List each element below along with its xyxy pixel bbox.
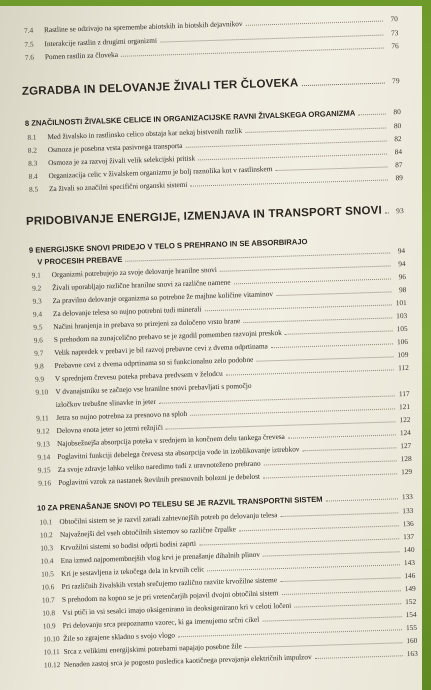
entry-number: 7.4: [23, 25, 34, 35]
chapter-page: 94: [397, 245, 406, 256]
entry-title: Pomen rastlin za človeka: [44, 49, 119, 62]
entry-page: 112: [397, 362, 409, 373]
entry-title: Poglavitni funkciji debelega črevesa sta absorpcija vode in izoblikovanje iztrebkov: [57, 444, 300, 462]
entry-number: 9.12: [36, 426, 50, 436]
section-title: PRIDOBIVANJE ENERGIJE, IZMENJAVA IN TRANSPORT SNOVI: [25, 204, 383, 228]
dot-leader: [245, 641, 403, 648]
entry-page: 149: [404, 583, 416, 594]
entry-number: 10.7: [41, 595, 55, 605]
entry-page: 163: [406, 648, 418, 659]
entry-title: Za delovanje telesa so nujno potrebni tudi minerali: [52, 304, 202, 319]
entry-title: izločkov trebušne slinavke in jeter: [55, 396, 156, 410]
entry-page: 154: [405, 609, 417, 620]
dot-leader: [315, 654, 403, 659]
entry-title: Prebavne cevi z dvema odprtinama so si funkcionalno zelo podobne: [54, 354, 254, 371]
entry-title: V dvanajstniku se začnejo vse hranilne snovi prebavljati s pomočjo: [55, 380, 252, 397]
entry-title: Obtočilni sistem se je razvil zaradi zahtevnejših potreb po delovanju telesa: [59, 510, 278, 526]
entry-page: 152: [405, 596, 417, 607]
dot-leader: [294, 602, 401, 607]
entry-number: 10.4: [40, 556, 54, 566]
dot-leader: [358, 113, 386, 116]
entry-title: Pri različnih živalskih vrstah srečujemo različno razvite krvožilne sisteme: [61, 575, 278, 591]
entry-page: 76: [391, 41, 399, 51]
dot-leader: [263, 472, 397, 478]
entry-title: Za živali so značilni specifični organski sistemi: [48, 179, 188, 194]
entry-title: Jetra so nujno potrebna za presnovo na sploh: [56, 408, 188, 423]
dot-leader: [302, 446, 396, 451]
dot-leader: [264, 459, 397, 465]
chapter-page: 133: [401, 491, 413, 502]
chapter-page: 80: [393, 107, 401, 117]
entry-number: 9.16: [38, 478, 52, 488]
section-title: ZGRADBA IN DELOVANJE ŽIVALI TER ČLOVEKA: [21, 77, 299, 98]
entry-title: Osmoza je za razvoj živali velik selekcijski pritisk: [48, 153, 196, 168]
entry-page: 84: [394, 147, 403, 157]
dot-leader: [245, 127, 386, 133]
entry-page: 73: [390, 28, 399, 38]
entry-title: Med živalsko in rastlinsko celico obstaja kar nekaj bistvenih razlik: [47, 126, 243, 142]
dot-leader: [288, 433, 396, 438]
entry-number: 9.7: [34, 348, 44, 358]
entry-page: 87: [394, 160, 403, 170]
entry-title: Velik napredek v prebavi je bil razvoj prebavne cevi z dvema odprtinama: [54, 341, 268, 358]
entry-page: 137: [403, 531, 415, 542]
entry-number: [36, 407, 56, 408]
dot-leader: [385, 211, 389, 213]
entry-title: Krvožilni sistemi so bodisi odprti bodisi zaprti: [60, 538, 197, 552]
entry-number: 8.1: [27, 132, 37, 142]
entry-number: 9.14: [37, 452, 51, 462]
entry-number: 10.9: [42, 621, 56, 631]
entry-number: 10.3: [40, 543, 54, 553]
entry-page: 109: [397, 349, 409, 360]
entry-page: 80: [393, 121, 402, 131]
entry-title: S prehodom na zunajcelično prebavo se je zgodil pomemben razvojni preskok: [53, 327, 282, 345]
dot-leader: [263, 550, 400, 556]
dot-leader: [207, 563, 400, 571]
entry-title: Delovna enota jeter so jetrni režnjiči: [56, 422, 164, 436]
entry-title: Organizmi potrebujejo za svoje delovanje hranilne snovi: [51, 264, 217, 280]
entry-number: 8.5: [28, 184, 39, 194]
dot-leader: [166, 420, 396, 429]
entry-title: Interakcije rastlin z drugimi organizmi: [44, 35, 158, 49]
section-page: 93: [396, 206, 405, 216]
entry-number: 10.1: [39, 517, 53, 527]
dot-leader: [190, 178, 387, 186]
entry-page: 122: [399, 414, 411, 425]
dot-leader: [271, 342, 393, 348]
entry-title: Vsi ptiči in vsi sesalci imajo oksigenirano in deoksigenirano kri v celoti ločeni: [62, 600, 292, 617]
dot-leader: [281, 589, 400, 595]
dot-leader: [276, 290, 391, 296]
entry-page: 103: [396, 310, 408, 321]
entry-title: Kri je sestavljena iz tekočega dela in krvnih celic: [60, 564, 205, 578]
entry-number: 8.3: [28, 158, 38, 168]
dot-leader: [226, 368, 394, 375]
dot-leader: [246, 20, 383, 26]
entry-page: 98: [398, 284, 407, 295]
entry-number: 10.2: [39, 530, 53, 540]
dot-leader: [159, 394, 395, 403]
dot-leader: [121, 47, 384, 57]
entry-title: Ena izmed najpomembnejših vlog krvi je prenašanje dihalnih plinov: [60, 549, 261, 565]
chapter-title: 10 ZA PRENAŠANJE SNOVI PO TELESU SE JE RAZVIL TRANSPORTNI SISTEM: [36, 494, 323, 513]
dot-leader: [326, 497, 398, 501]
entry-number: 7.5: [24, 39, 34, 49]
entry-page: 105: [396, 323, 408, 334]
entry-title: Najobsežnejša absorpcija poteka v srednjem in končnem delu tankega črevesa: [56, 431, 285, 449]
entry-page: 136: [402, 518, 414, 529]
entry-number: 10.12: [43, 660, 61, 670]
entry-number: 10.11: [43, 647, 60, 657]
entry-page: 121: [398, 401, 411, 412]
entry-title: Osmoza je posebna vrsta pasivnega transporta: [47, 140, 183, 155]
section-page: 79: [391, 76, 400, 86]
entry-page: 129: [400, 466, 413, 477]
entry-title: Organizacija celic v živalskem organizmu je bolj raznolika kot v rastlinskem: [48, 164, 273, 181]
entry-title: Nenaden zastoj srca je pogosto posledica kaotičnega prevajanja električnih impulzov: [63, 652, 312, 669]
entry-page: 133: [402, 505, 414, 516]
entry-page: 117: [398, 388, 410, 399]
dot-leader: [285, 329, 393, 334]
dot-leader: [280, 511, 398, 517]
dot-leader: [190, 407, 395, 415]
entry-page: 70: [390, 14, 398, 24]
dot-leader: [301, 82, 384, 87]
section-heading: [26, 204, 404, 228]
entry-page: 82: [394, 134, 402, 144]
dot-leader: [256, 355, 393, 361]
entry-number: 9.15: [37, 465, 51, 475]
entry-title: Načini hranjenja in prebava so prirejeni za določeno vrsto hrane: [53, 316, 241, 332]
entry-number: 7.6: [24, 52, 35, 62]
dot-leader: [198, 153, 387, 161]
dot-leader: [220, 264, 391, 271]
dot-leader: [262, 615, 401, 621]
entry-page: 146: [404, 570, 416, 581]
entry-page: 124: [399, 427, 411, 438]
entry-number: 9.8: [34, 361, 44, 371]
entry-title: Pri delovanju srca prepoznamo vzorec, ki ga imenujemo srčni cikel: [62, 614, 260, 630]
entry-title: Srca z velikimi energijskimi potrebami napajajo posebne žile: [63, 641, 242, 656]
dot-leader: [204, 303, 391, 311]
dot-leader: [160, 34, 383, 43]
entry-number: 10.6: [41, 582, 55, 592]
entry-title: Za svoje zdravje lahko veliko naredimo tudi z uravnoteženo prehrano: [57, 458, 261, 474]
dot-leader: [185, 140, 386, 148]
dot-leader: [199, 537, 399, 545]
entry-number: 9.2: [31, 283, 42, 293]
entry-number: 9.10: [35, 387, 49, 397]
entry-number: 9.4: [32, 309, 43, 319]
dot-leader: [239, 524, 399, 531]
entry-page: 106: [396, 336, 409, 347]
entry-title: Poglavitni vzrok za nastanek številnih presnovnih bolezni je debelost: [58, 471, 261, 487]
entry-title: Rastline se odzivajo na spremembe abiotskih in biotskih dejavnikov: [43, 18, 243, 35]
dot-leader: [178, 628, 402, 637]
entry-page: 143: [403, 557, 416, 568]
entry-number: 10.10: [43, 634, 60, 644]
entry-page: 101: [395, 297, 407, 308]
entry-title: S prehodom na kopno se je pri vretenčarjih pojavil dvojni obtočilni sistem: [61, 588, 279, 604]
entry-title: Najvažnejši del vseh obtočilnih sistemov so različne črpalke: [59, 524, 237, 539]
entry-number: 9.3: [32, 296, 42, 306]
entry-number: 9.5: [33, 322, 43, 332]
entry-title: V sprednjem črevesu poteka prebava predvsem v želodcu: [54, 368, 223, 384]
entry-number: 9.6: [33, 335, 44, 345]
dot-leader: [243, 316, 392, 323]
entry-number: 9.13: [36, 439, 50, 449]
entry-page: 155: [405, 622, 418, 633]
entry-page: 96: [398, 271, 407, 282]
entry-number: 10.8: [42, 608, 56, 618]
entry-title: Za pravilno delovanje organizma so potrebne že majhne količine vitaminov: [52, 289, 274, 306]
dot-leader: [234, 277, 391, 284]
entry-page: 89: [395, 173, 403, 183]
entry-title: Živali uporabljajo različne hranilne snovi za različne namene: [51, 277, 231, 293]
section-heading: [22, 74, 400, 98]
entry-number: 9.11: [36, 413, 49, 423]
entry-page: 140: [403, 544, 415, 555]
dot-leader: [275, 165, 387, 171]
chapter-title: 8 ZNAČILNOSTI ŽIVALSKE CELICE IN ORGANIZACIJSKE RAVNI ŽIVALSKEGA ORGANIZMA: [24, 108, 356, 128]
entry-number: 10.5: [40, 569, 55, 579]
chapter-title: 9 ENERGIJSKE SNOVI PRIDEJO V TELO S PREHRANO IN SE ABSORBIRAJO: [28, 237, 308, 255]
dot-leader: [280, 576, 400, 582]
entry-page: 94: [398, 258, 406, 269]
chapter-title-continued: V PROCESIH PREBAVE: [37, 254, 123, 267]
entry-number: 9.9: [34, 374, 45, 384]
entry-page: 160: [406, 635, 418, 646]
entry-number: 9.1: [31, 270, 41, 280]
entry-page: 127: [400, 440, 412, 451]
entry-title: Žile so zgrajene skladno s svojo vlogo: [63, 630, 176, 643]
entry-number: 8.4: [28, 171, 38, 181]
entry-number: 8.2: [27, 145, 38, 155]
entry-page: 128: [400, 453, 412, 464]
